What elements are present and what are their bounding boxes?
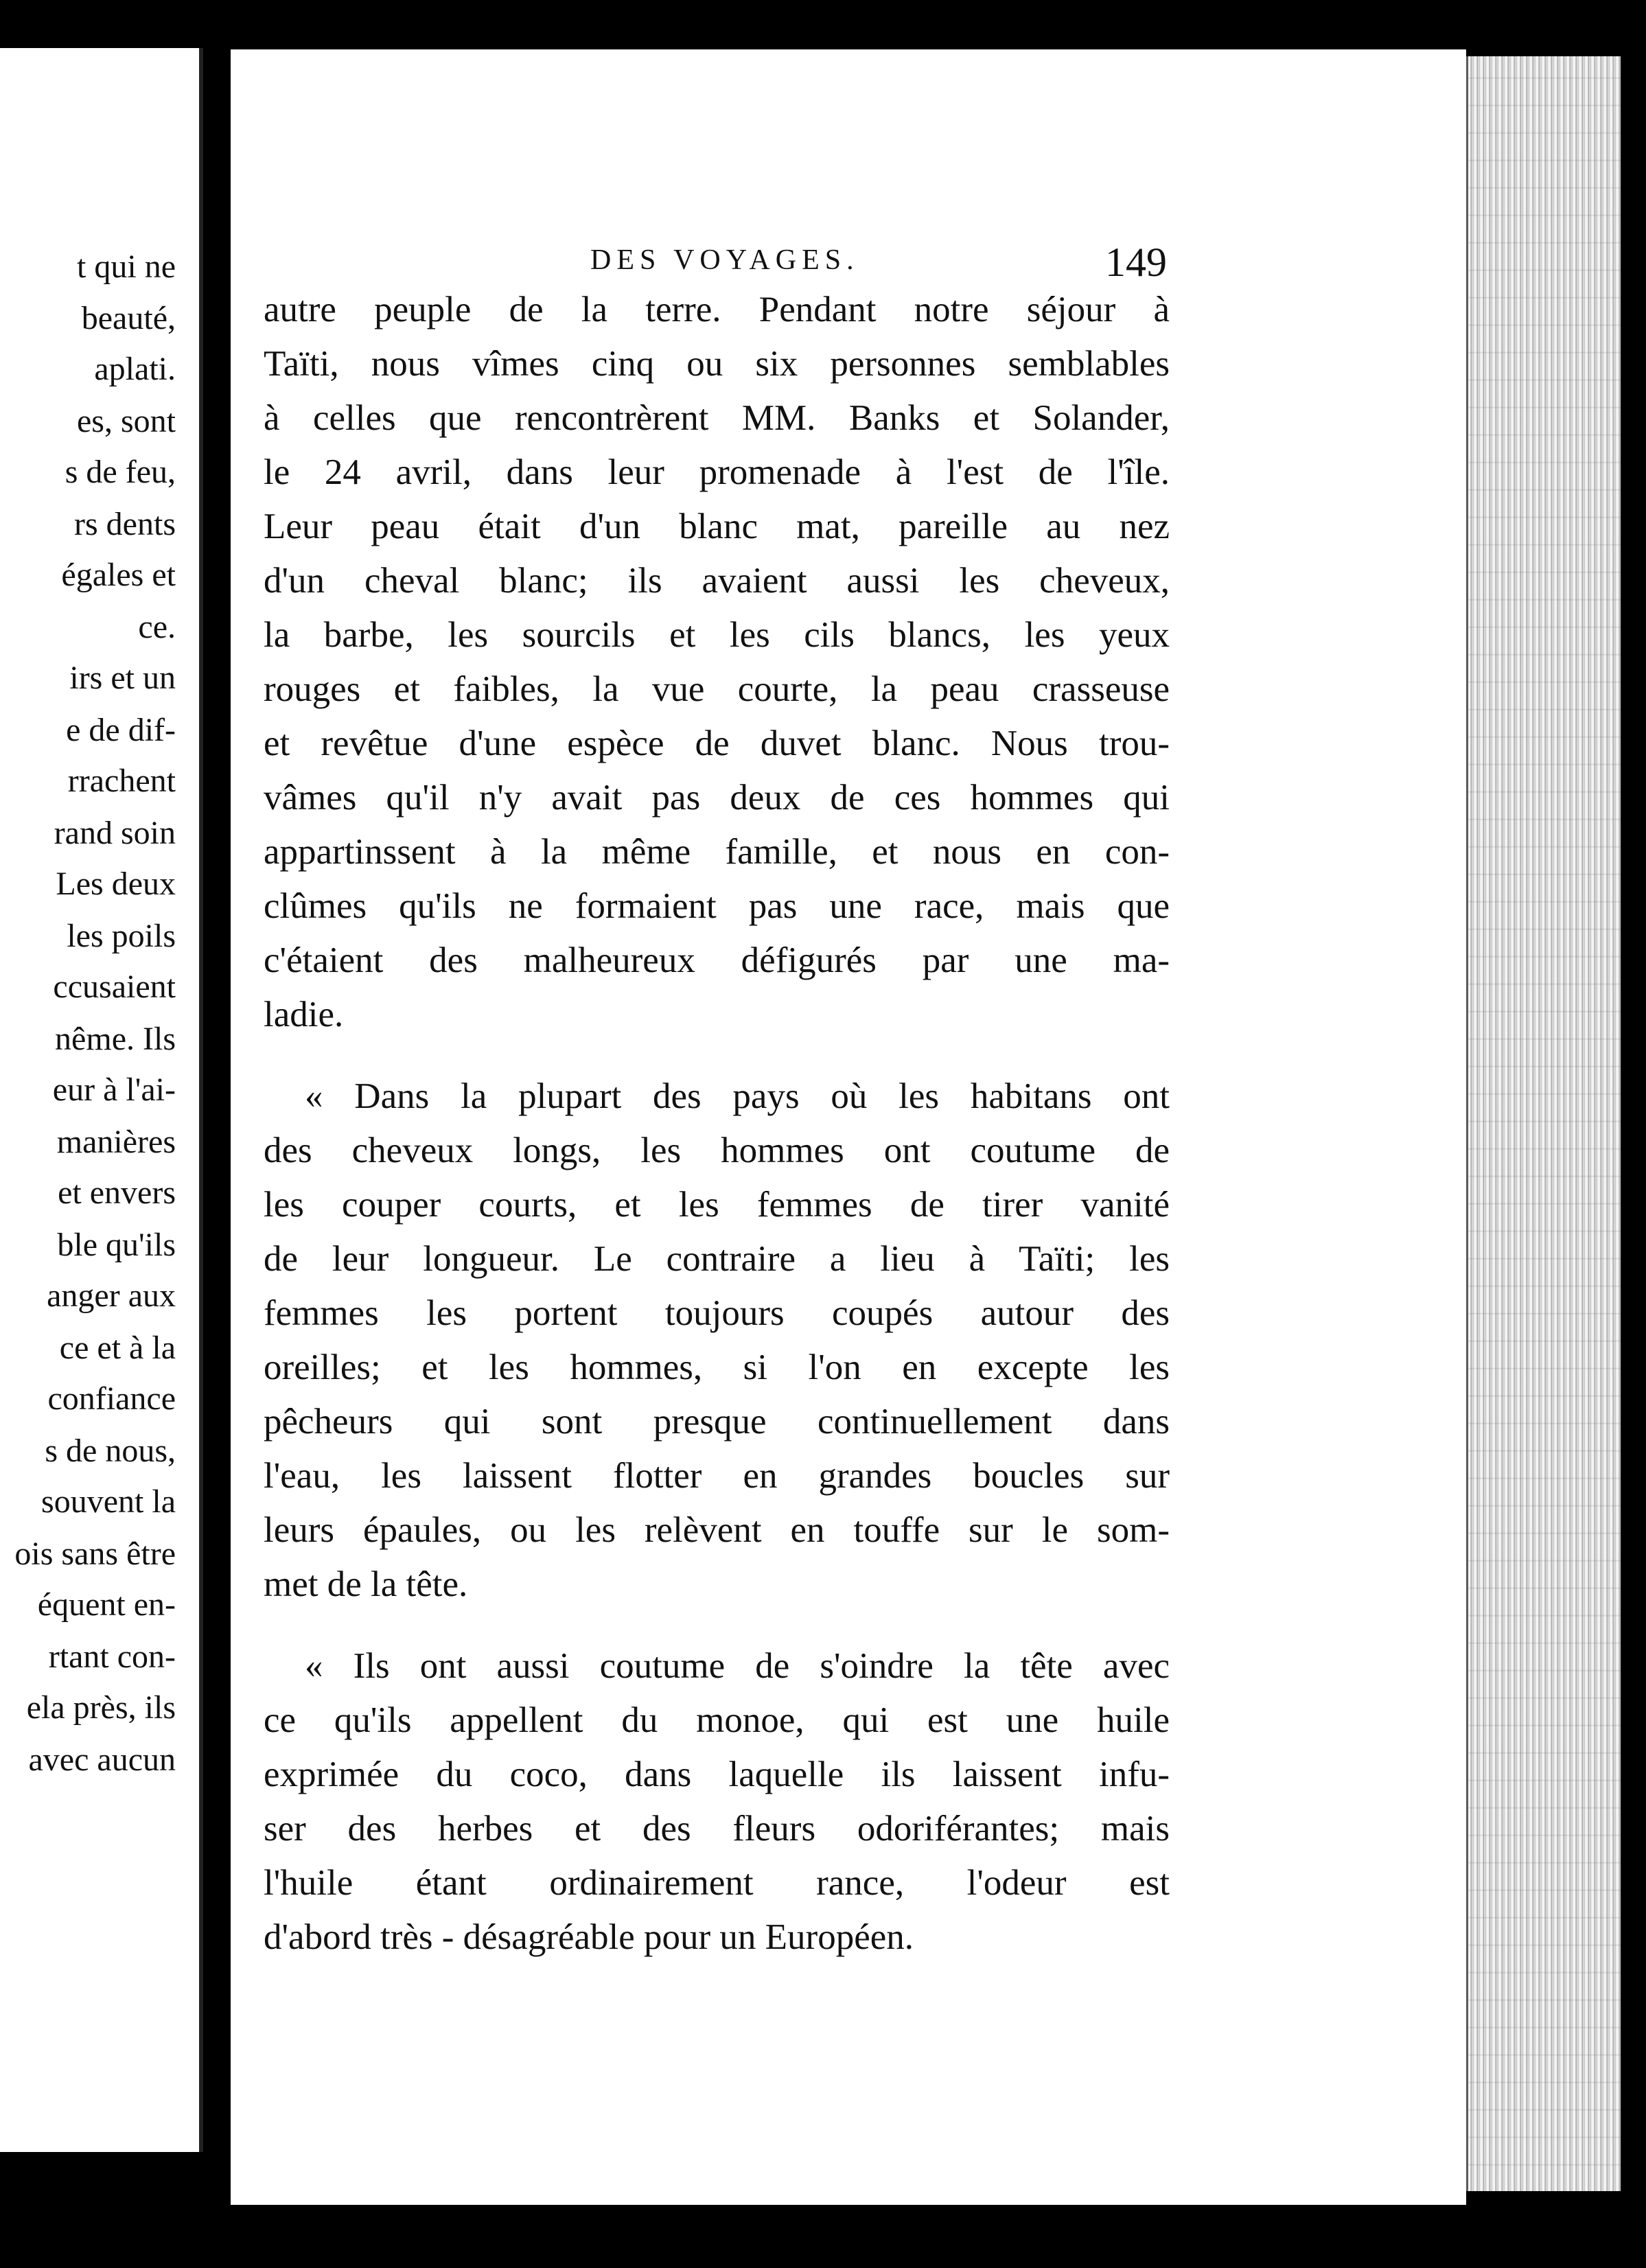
left-page-line: e de dif-: [66, 712, 176, 748]
page-edges: [1466, 56, 1621, 2191]
text-line: oreilles; et les hommes, si l'on en excepte les: [264, 1347, 1170, 1387]
left-page-line: Les deux: [56, 866, 176, 902]
text-line: « Dans la plupart des pays où les habitans ont: [305, 1076, 1170, 1116]
text-line: « Ils ont aussi coutume de s'oindre la tête avec: [305, 1646, 1170, 1686]
left-page-line: avec aucun: [28, 1741, 176, 1778]
left-page-line: es, sont: [77, 403, 176, 439]
text-line: Leur peau était d'un blanc mat, pareille au nez: [264, 507, 1170, 546]
left-page: [0, 48, 203, 2152]
left-page-line: beauté,: [81, 300, 176, 336]
text-line: appartinssent à la même famille, et nous en con-: [264, 832, 1170, 872]
left-page-line: eur à l'ai-: [52, 1072, 176, 1108]
paragraph: [264, 1069, 1170, 1612]
text-line: exprimée du coco, dans laquelle ils laissent infu-: [264, 1755, 1170, 1794]
text-line: met de la tête.: [264, 1564, 468, 1604]
left-page-line: rtant con-: [48, 1639, 176, 1675]
left-page-line: rs dents: [74, 506, 176, 542]
left-page-line: ble qu'ils: [57, 1227, 176, 1263]
left-page-line: égales et: [61, 557, 176, 593]
text-line: les couper courts, et les femmes de tirer vanité: [264, 1185, 1170, 1225]
left-page-line: confiance: [47, 1380, 176, 1417]
left-page-line: s de feu,: [65, 454, 176, 490]
left-page-line: aplati.: [94, 351, 176, 387]
text-line: d'abord très - désagréable pour un Européen.: [264, 1917, 914, 1957]
text-line: l'eau, les laissent flotter en grandes boucles sur: [264, 1456, 1170, 1496]
page-number: 149: [1105, 240, 1167, 285]
text-line: ser des herbes et des fleurs odoriférantes; mais: [264, 1809, 1170, 1849]
left-page-line: s de nous,: [45, 1433, 176, 1469]
left-page-line: ois sans être: [14, 1536, 176, 1572]
left-page-line: irs et un: [69, 660, 176, 696]
text-line: Taïti, nous vîmes cinq ou six personnes semblables: [264, 344, 1170, 384]
left-page-line: souvent la: [41, 1483, 176, 1520]
text-line: rouges et faibles, la vue courte, la peau crasseuse: [264, 669, 1170, 709]
left-page-line: ce.: [138, 609, 176, 645]
text-line: leurs épaules, ou les relèvent en touffe sur le som-: [264, 1510, 1170, 1550]
text-line: ladie.: [264, 995, 344, 1034]
text-line: pêcheurs qui sont presque continuellement dans: [264, 1402, 1170, 1442]
running-head: DES VOYAGES.: [590, 244, 859, 276]
text-line: des cheveux longs, les hommes ont coutume de: [264, 1131, 1170, 1170]
left-page-line: ela près, ils: [26, 1689, 176, 1726]
left-page-line: anger aux: [47, 1277, 176, 1314]
text-line: l'huile étant ordinairement rance, l'odeur est: [264, 1863, 1170, 1903]
body-text: [264, 283, 1170, 1965]
left-page-line: rrachent: [67, 763, 176, 799]
left-page-line: et envers: [58, 1174, 176, 1211]
text-line: femmes les portent toujours coupés autour des: [264, 1293, 1170, 1333]
left-page-line: ccusaient: [53, 969, 176, 1005]
text-line: clûmes qu'ils ne formaient pas une race, mais que: [264, 886, 1170, 926]
text-line: autre peuple de la terre. Pendant notre séjour à: [264, 290, 1170, 329]
text-line: à celles que rencontrèrent MM. Banks et Solander,: [264, 398, 1170, 438]
paragraph: [264, 1639, 1170, 1965]
left-page-line: rand soin: [54, 815, 176, 851]
left-page-line: équent en-: [37, 1586, 176, 1623]
left-page-line: manières: [56, 1124, 176, 1160]
text-line: ce qu'ils appellent du monoe, qui est une huile: [264, 1700, 1170, 1740]
text-line: c'étaient des malheureux défigurés par une ma-: [264, 940, 1170, 980]
book-gutter: [203, 0, 224, 2268]
text-line: le 24 avril, dans leur promenade à l'est de l'île.: [264, 452, 1170, 492]
text-line: la barbe, les sourcils et les cils blancs, les yeux: [264, 615, 1170, 655]
text-line: vâmes qu'il n'y avait pas deux de ces hommes qui: [264, 778, 1170, 818]
paragraph: [264, 283, 1170, 1042]
text-line: et revêtue d'une espèce de duvet blanc. Nous trou-: [264, 724, 1170, 763]
text-line: d'un cheval blanc; ils avaient aussi les cheveux,: [264, 561, 1170, 601]
left-page-line: les poils: [67, 918, 176, 954]
left-page-line: nême. Ils: [55, 1021, 176, 1057]
left-page-line: ce et à la: [59, 1330, 176, 1366]
text-line: de leur longueur. Le contraire a lieu à Taïti; les: [264, 1239, 1170, 1279]
left-page-line: t qui ne: [77, 248, 176, 285]
